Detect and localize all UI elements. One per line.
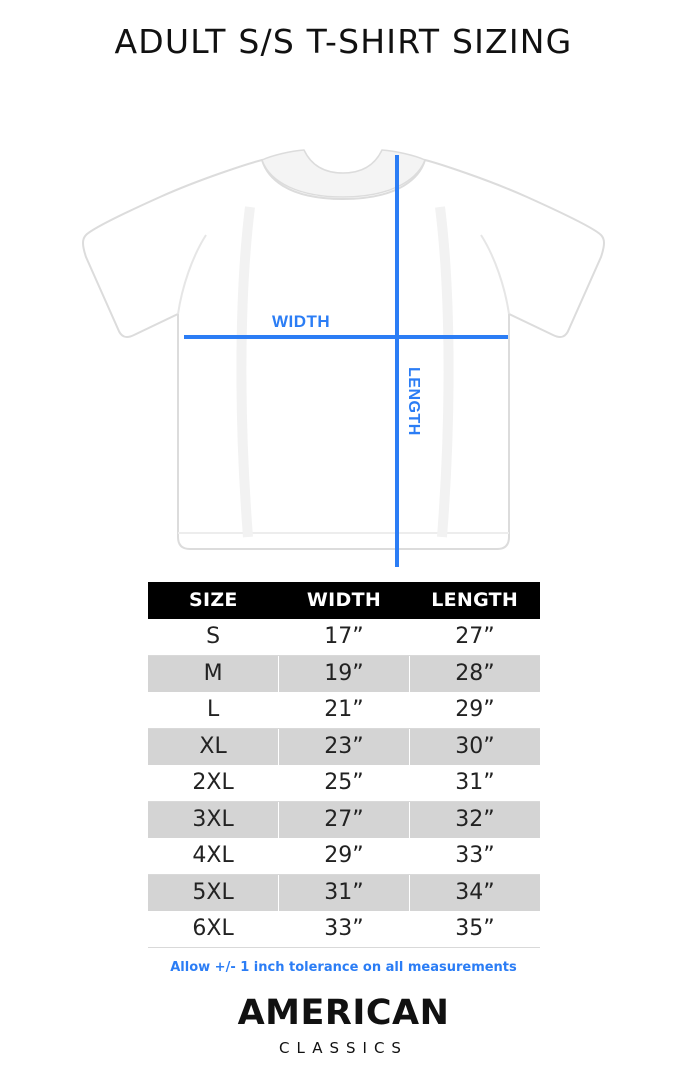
width-label: WIDTH <box>272 312 331 331</box>
table-row <box>148 692 540 729</box>
cell-size: 5XL <box>148 875 279 912</box>
cell-length: 35” <box>409 911 540 948</box>
cell-width: 21” <box>279 692 410 729</box>
table-header-row <box>148 582 540 619</box>
cell-length: 28” <box>409 656 540 693</box>
cell-size: S <box>148 619 279 656</box>
cell-width: 23” <box>279 729 410 766</box>
cell-size: XL <box>148 729 279 766</box>
header-size: SIZE <box>148 582 279 619</box>
cell-size: M <box>148 656 279 693</box>
cell-length: 31” <box>409 765 540 802</box>
table-row <box>148 765 540 802</box>
table-row <box>148 619 540 656</box>
cell-size: 4XL <box>148 838 279 875</box>
cell-width: 29” <box>279 838 410 875</box>
cell-width: 25” <box>279 765 410 802</box>
brand-logo <box>0 993 687 1057</box>
table-row <box>148 802 540 839</box>
cell-width: 27” <box>279 802 410 839</box>
table-row <box>148 729 540 766</box>
cell-width: 19” <box>279 656 410 693</box>
table-row <box>148 875 540 912</box>
tolerance-note: Allow +/- 1 inch tolerance on all measurements <box>170 960 517 975</box>
header-width: WIDTH <box>279 582 410 619</box>
tshirt-illustration <box>0 67 687 567</box>
page-title: ADULT S/S T-SHIRT SIZING <box>114 22 573 61</box>
cell-length: 29” <box>409 692 540 729</box>
cell-length: 32” <box>409 802 540 839</box>
cell-size: L <box>148 692 279 729</box>
size-table-container <box>148 582 540 948</box>
table-row <box>148 656 540 693</box>
cell-size: 3XL <box>148 802 279 839</box>
cell-width: 17” <box>279 619 410 656</box>
size-table <box>148 582 540 948</box>
table-row <box>148 911 540 948</box>
cell-length: 30” <box>409 729 540 766</box>
cell-width: 33” <box>279 911 410 948</box>
header-length: LENGTH <box>409 582 540 619</box>
brand-name: AMERICAN <box>237 993 450 1033</box>
brand-subtitle: CLASSICS <box>279 1039 408 1057</box>
table-row <box>148 838 540 875</box>
cell-length: 27” <box>409 619 540 656</box>
cell-width: 31” <box>279 875 410 912</box>
shirt-diagram <box>0 67 687 567</box>
length-label: LENGTH <box>405 367 422 436</box>
cell-length: 34” <box>409 875 540 912</box>
cell-size: 2XL <box>148 765 279 802</box>
cell-length: 33” <box>409 838 540 875</box>
cell-size: 6XL <box>148 911 279 948</box>
